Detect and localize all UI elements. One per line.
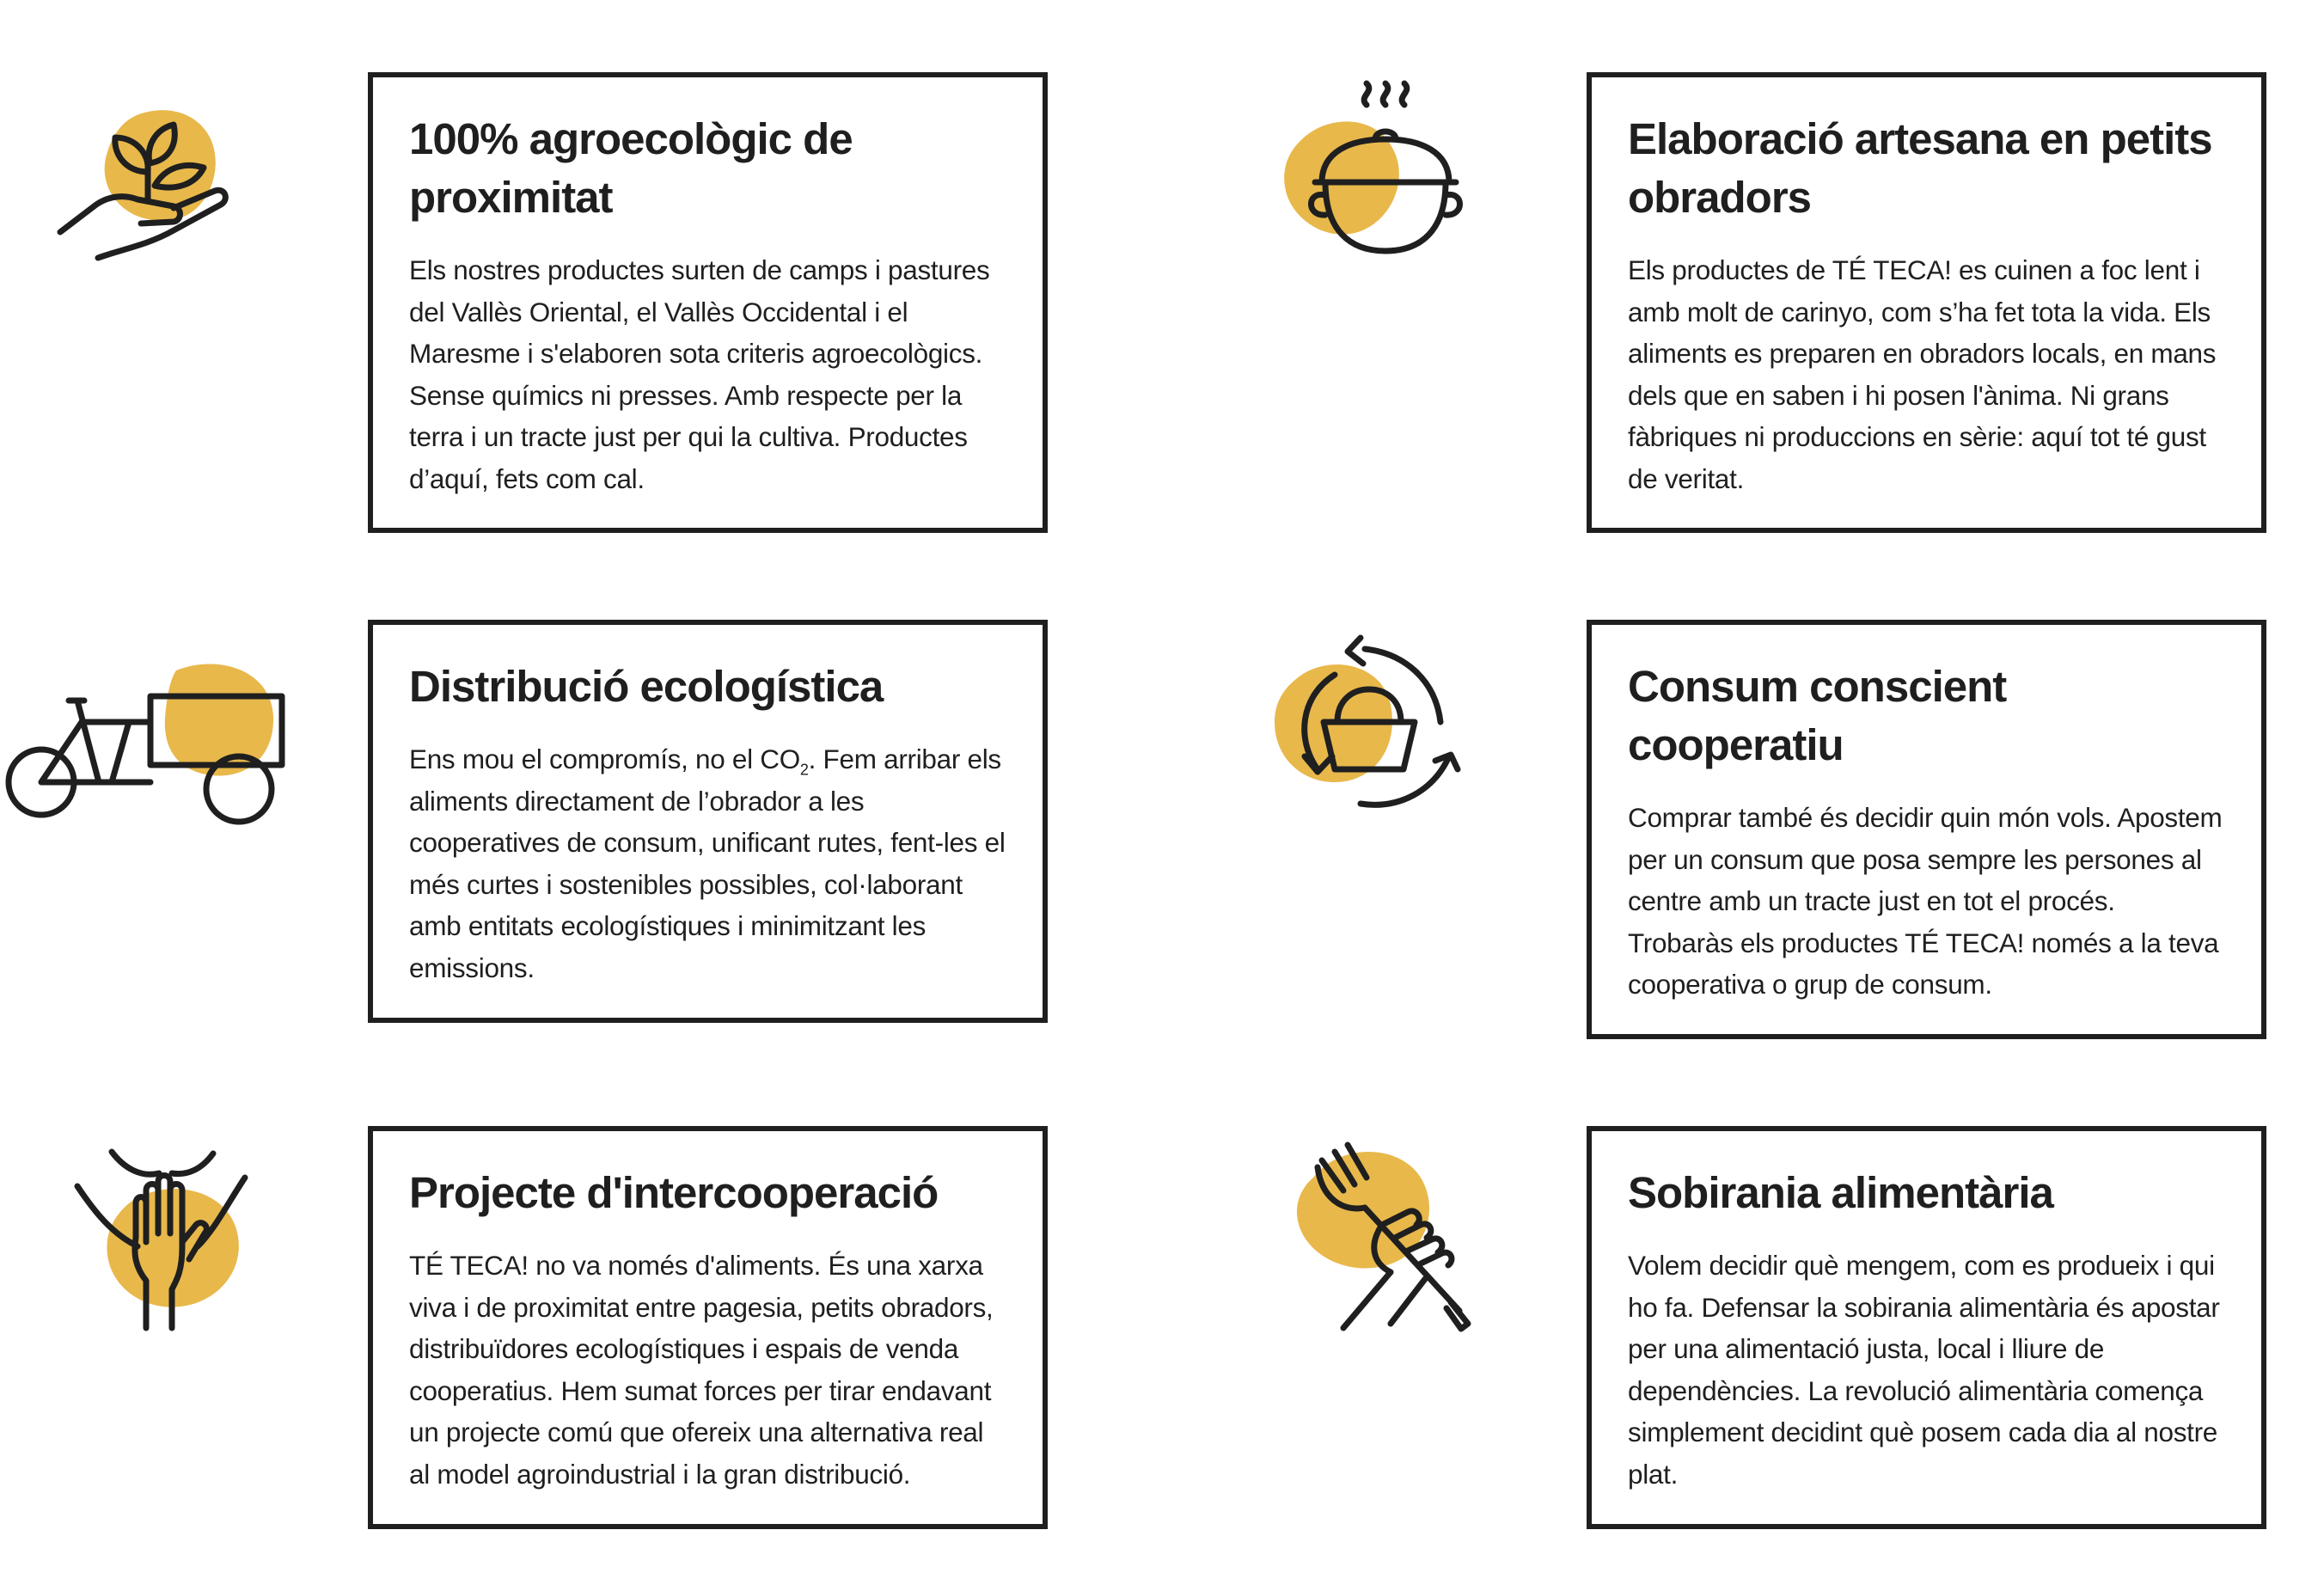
feature-title: Consum conscient cooperatiu — [1628, 662, 2007, 769]
feature-card — [368, 620, 1048, 1023]
feature-text: Els productes de TÉ TECA! es cuinen a foc lent i amb molt de carinyo, com s’ha fet tota la vida. Els aliments es preparen en obradors locals, en mans dels que en saben i hi posen l'ànima. Ni grans fàbriques ni produccions en sèrie: aquí tot té gust de veritat. — [1628, 254, 2217, 494]
feature-text: Volem decidir què mengem, com es produeix i qui ho fa. Defensar la sobirania alimentària és apostar per una alimentació justa, local i lliure de dependències. La revolució alimentària comença simplement decidint què posem cada dia al nostre plat. — [1628, 1250, 2220, 1490]
feature-title: Projecte d'intercooperació — [409, 1168, 939, 1217]
recycle-basket-icon — [1253, 627, 1477, 851]
feature-title: 100% agroecològic de proximitat — [409, 114, 853, 222]
feature-card — [368, 72, 1048, 533]
feature-card — [368, 1126, 1048, 1529]
joined-hands-icon — [60, 1135, 284, 1358]
feature-text: TÉ TECA! no va només d'aliments. És una xarxa viva i de proximitat entre pagesia, petits obradors, distribuïdores ecologístiques i espais de venda cooperatius. Hem sumat forces per tirar endavant un projecte comú que ofereix una alternativa real al model agroindustrial i la gran distribució. — [409, 1250, 994, 1490]
cooking-pot-icon — [1263, 79, 1487, 303]
fist-fork-icon — [1279, 1126, 1502, 1349]
feature-text: Comprar també és decidir quin món vols. Apostem per un consum que posa sempre les persones al centre amb un tracte just en tot el procés. Trobaràs els productes TÉ TECA! només a la teva cooperativa o grup de consum. — [1628, 802, 2223, 1000]
cargo-bike-icon — [0, 636, 292, 860]
feature-card — [1587, 72, 2266, 533]
feature-card — [1587, 1126, 2266, 1529]
feature-text: Ens mou el compromís, no el $CO_2$. Fem arribar els aliments directament de l’obrador a les cooperatives de consum, unificant rutes, fent-les el més curtes i sostenibles possibles, col·laborant amb entitats ecologístiques i minimitzant les emissions. — [409, 744, 1006, 983]
feature-title: Elaboració artesana en petits obradors — [1628, 114, 2212, 222]
feature-text: Els nostres productes surten de camps i pastures del Vallès Oriental, el Vallès Occidental i el Maresme i s'elaboren sota criteris agroecològics. Sense químics ni presses. Amb respecte per la terra i un tracte just per qui la cultiva. Productes d’aquí, fets com cal. — [409, 254, 990, 494]
feature-title: Sobirania alimentària — [1628, 1168, 2053, 1217]
feature-title: Distribució ecologística — [409, 662, 884, 711]
feature-card — [1587, 620, 2266, 1039]
hand-plant-icon — [45, 77, 268, 301]
